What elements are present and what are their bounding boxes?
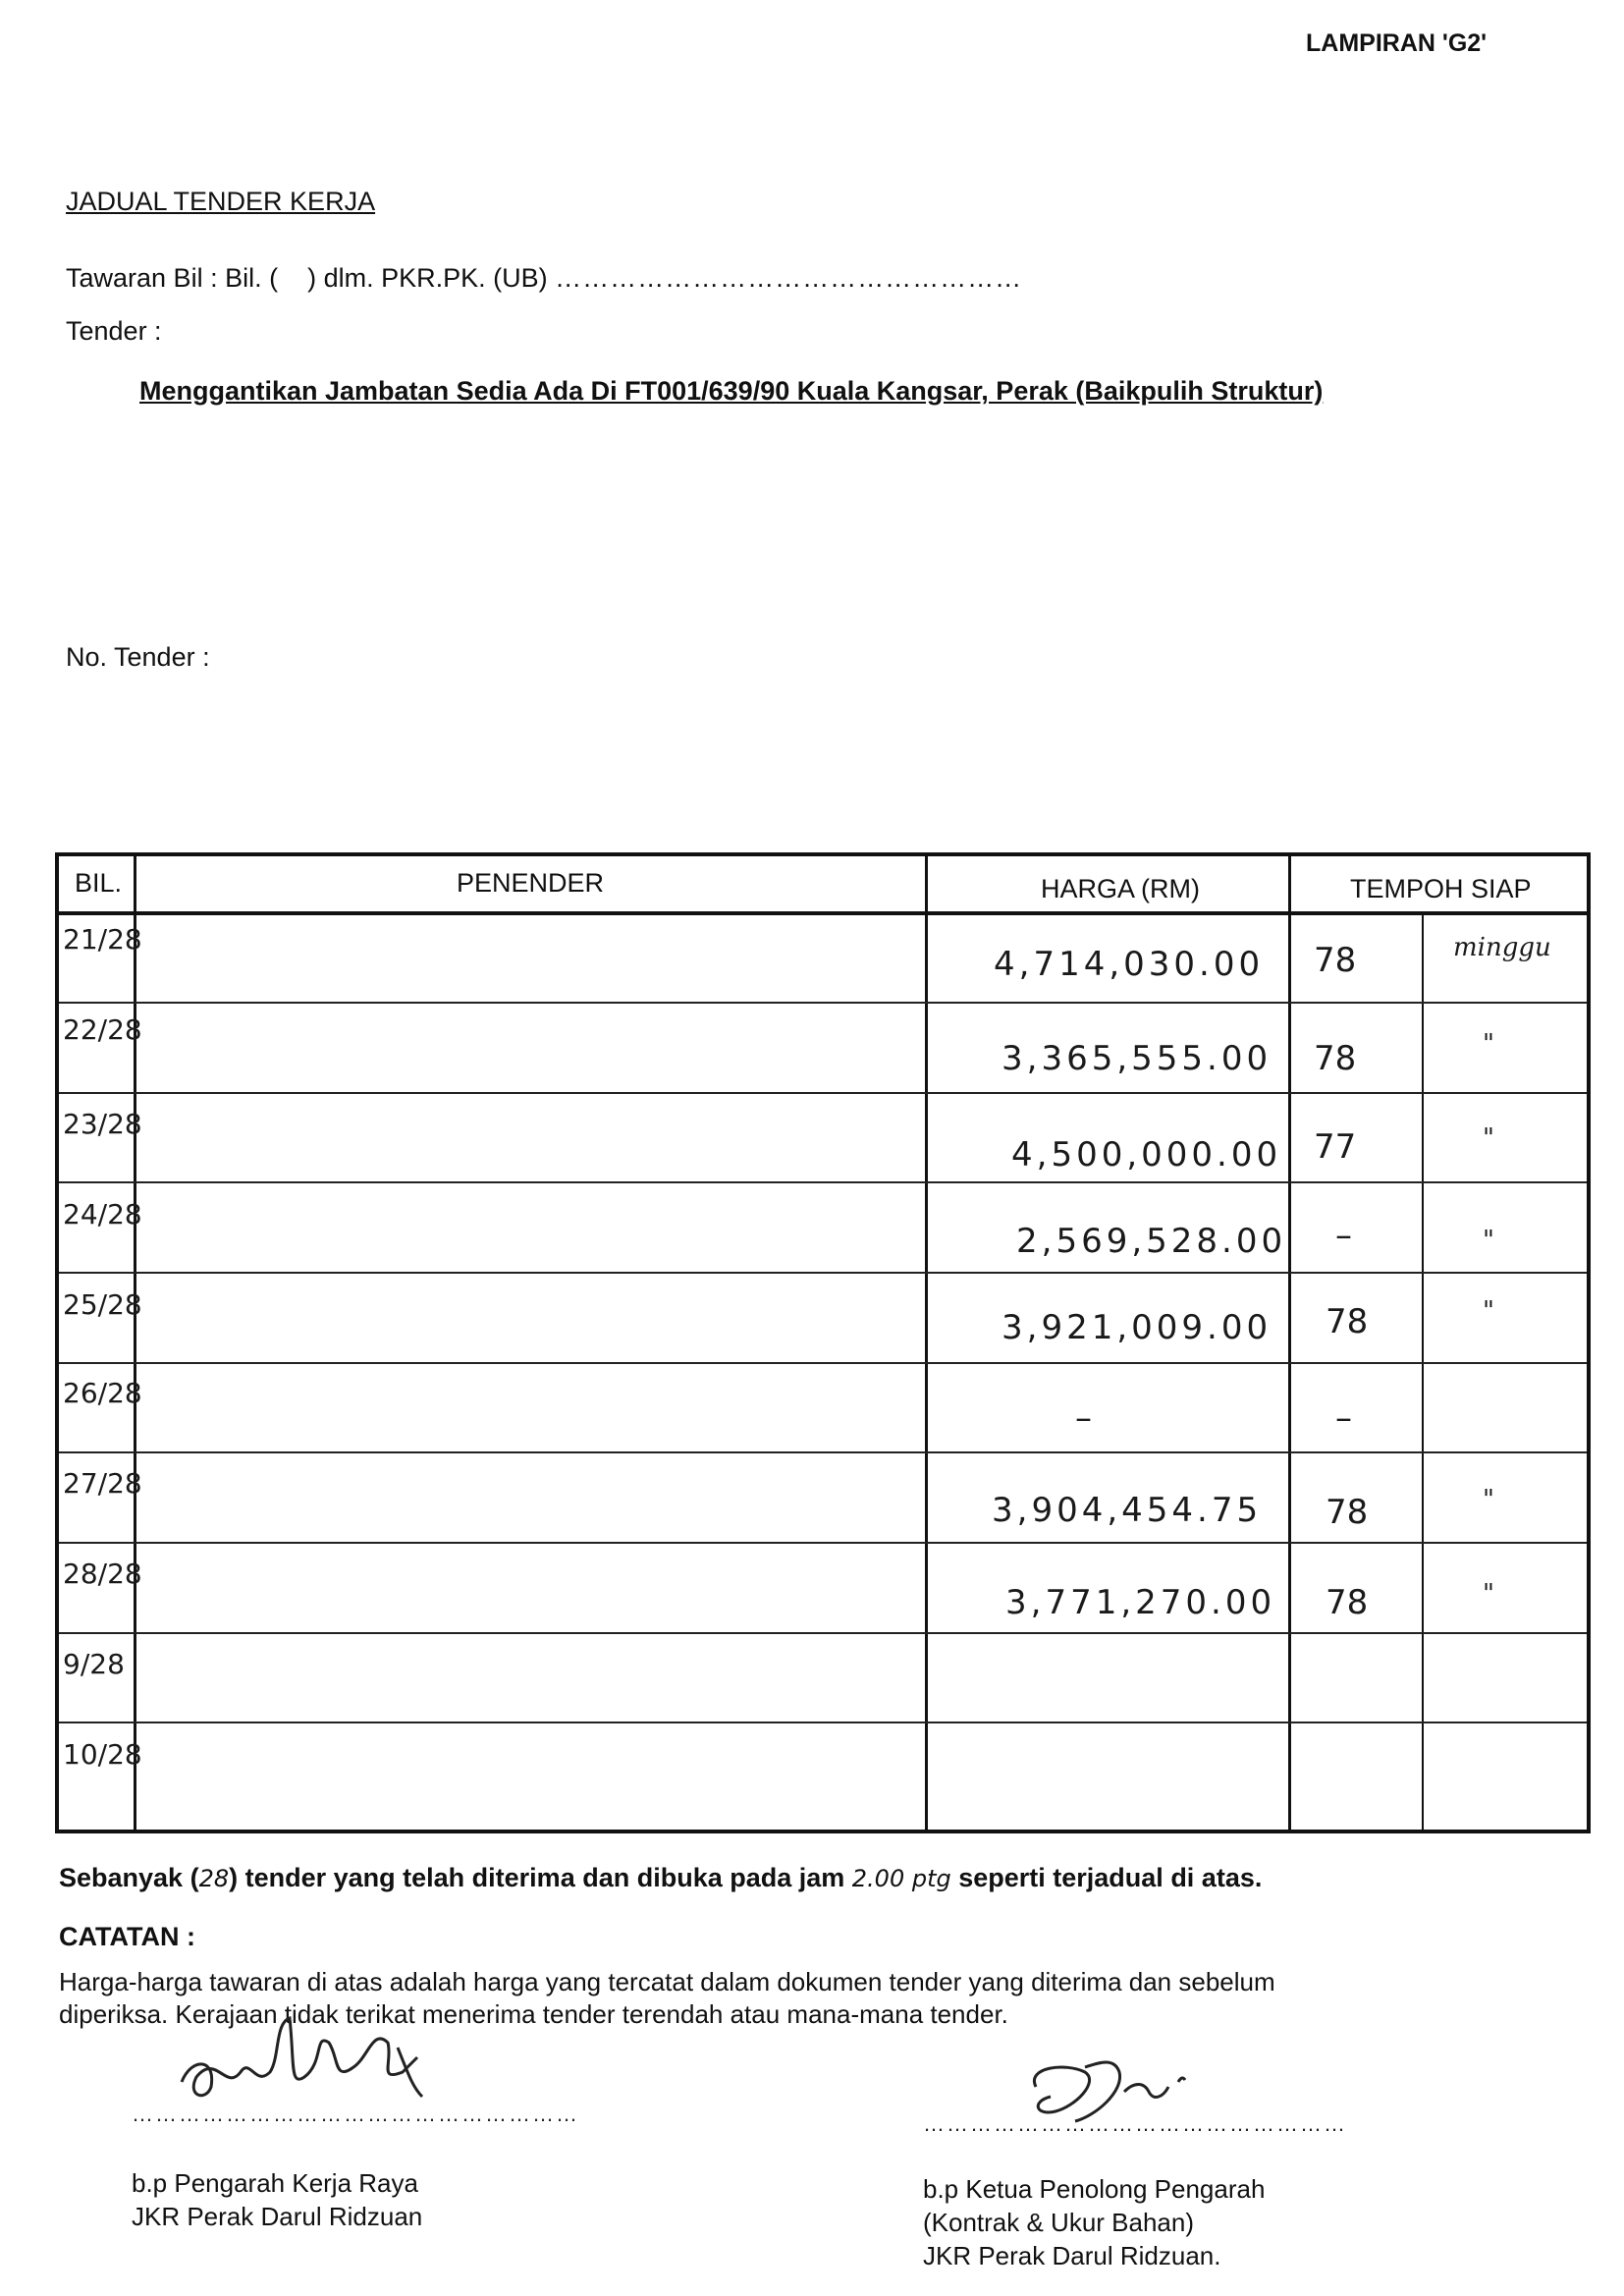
row-harga: 3,771,270.00	[1005, 1583, 1276, 1622]
row-divider	[59, 1181, 1587, 1183]
summary-part3: seperti terjadual di atas.	[950, 1863, 1263, 1892]
row-unit: minggu	[1453, 933, 1551, 962]
row-harga: 2,569,528.00	[1016, 1222, 1287, 1261]
right-sig-title: b.p Ketua Penolong Pengarah	[923, 2174, 1266, 2204]
row-tempoh: 78	[1326, 1302, 1369, 1341]
row-bil: 27/28	[63, 1467, 142, 1500]
row-tempoh: 78	[1314, 941, 1357, 980]
row-tempoh: 78	[1314, 1039, 1357, 1078]
right-signature-line: ………………………………………………	[923, 2111, 1347, 2136]
row-harga: 3,904,454.75	[992, 1491, 1263, 1530]
row-bil: 21/28	[63, 923, 142, 956]
col-divider-tempoh	[1422, 911, 1424, 1830]
row-harga: 3,921,009.00	[1001, 1308, 1272, 1347]
row-bil: 9/28	[63, 1648, 125, 1680]
left-sig-title: b.p Pengarah Kerja Raya	[132, 2168, 418, 2198]
tender-subject: Menggantikan Jambatan Sedia Ada Di FT001/639/90 Kuala Kangsar, Perak (Baikpulih Struktur)	[139, 376, 1324, 406]
signature-left	[167, 2003, 442, 2111]
summary-part2: ) tender yang telah diterima dan dibuka pada jam	[229, 1863, 852, 1892]
row-divider	[59, 1451, 1587, 1453]
row-harga: –	[1075, 1398, 1096, 1438]
tawaran-line	[66, 263, 1022, 294]
tawaran-dots: ……………………………………………	[555, 263, 1023, 293]
header-tempoh: TEMPOH SIAP	[1350, 874, 1532, 903]
row-divider	[59, 1272, 1587, 1274]
no-tender-label: No. Tender :	[66, 642, 210, 672]
summary-count: 28	[198, 1865, 230, 1892]
row-bil: 24/28	[63, 1198, 142, 1230]
row-unit: "	[1483, 1123, 1494, 1153]
row-unit: "	[1483, 1296, 1494, 1326]
row-harga: 3,365,555.00	[1001, 1039, 1272, 1078]
row-harga: 4,500,000.00	[1011, 1135, 1282, 1175]
right-signature-block	[923, 2111, 1347, 2272]
row-bil: 25/28	[63, 1288, 142, 1321]
header-bil: BIL.	[75, 868, 123, 898]
summary-part1: Sebanyak (	[59, 1863, 199, 1892]
row-harga: 4,714,030.00	[994, 945, 1265, 984]
row-divider	[59, 1002, 1587, 1004]
left-signature-line: …………………………………………………	[132, 2102, 579, 2126]
row-bil: 26/28	[63, 1377, 142, 1409]
row-bil: 23/28	[63, 1108, 142, 1140]
row-divider	[59, 1362, 1587, 1364]
row-tempoh: –	[1335, 1216, 1352, 1255]
header-harga: HARGA (RM)	[1041, 874, 1200, 903]
right-sig-dept: (Kontrak & Ukur Bahan)	[923, 2208, 1195, 2237]
row-divider	[59, 1632, 1587, 1634]
catatan-heading: CATATAN :	[59, 1922, 195, 1951]
row-tempoh: 78	[1326, 1493, 1369, 1532]
row-unit: "	[1483, 1485, 1494, 1514]
row-bil: 10/28	[63, 1738, 142, 1771]
lampiran-label: LAMPIRAN 'G2'	[1306, 29, 1488, 57]
row-bil: 28/28	[63, 1558, 142, 1590]
right-sig-org: JKR Perak Darul Ridzuan.	[923, 2241, 1221, 2270]
table-header-row	[59, 856, 1587, 915]
row-unit: "	[1483, 1226, 1494, 1255]
row-unit: "	[1483, 1579, 1494, 1609]
header-penender: PENENDER	[457, 868, 605, 898]
tender-table	[55, 852, 1591, 1833]
document-title: JADUAL TENDER KERJA	[66, 187, 376, 216]
summary-line	[59, 1863, 1262, 1893]
tawaran-text: Tawaran Bil : Bil. ( ) dlm. PKR.PK. (UB)	[66, 263, 548, 293]
row-tempoh: 77	[1314, 1127, 1357, 1167]
row-bil: 22/28	[63, 1013, 142, 1046]
row-divider	[59, 1722, 1587, 1723]
summary-time: 2.00 ptg	[851, 1865, 951, 1892]
tender-label: Tender :	[66, 316, 162, 346]
row-divider	[59, 1542, 1587, 1544]
row-tempoh: –	[1335, 1398, 1352, 1438]
left-signature-block	[132, 2102, 579, 2233]
row-unit: "	[1483, 1029, 1494, 1059]
left-sig-org: JKR Perak Darul Ridzuan	[132, 2202, 423, 2231]
row-divider	[59, 1092, 1587, 1094]
catatan-text: Harga-harga tawaran di atas adalah harga yang tercatat dalam dokumen tender yang diterima dan sebelum diperiksa. Kerajaan tidak terikat menerima tender terendah atau mana-mana tender.	[59, 1967, 1275, 2029]
row-tempoh: 78	[1326, 1583, 1369, 1622]
